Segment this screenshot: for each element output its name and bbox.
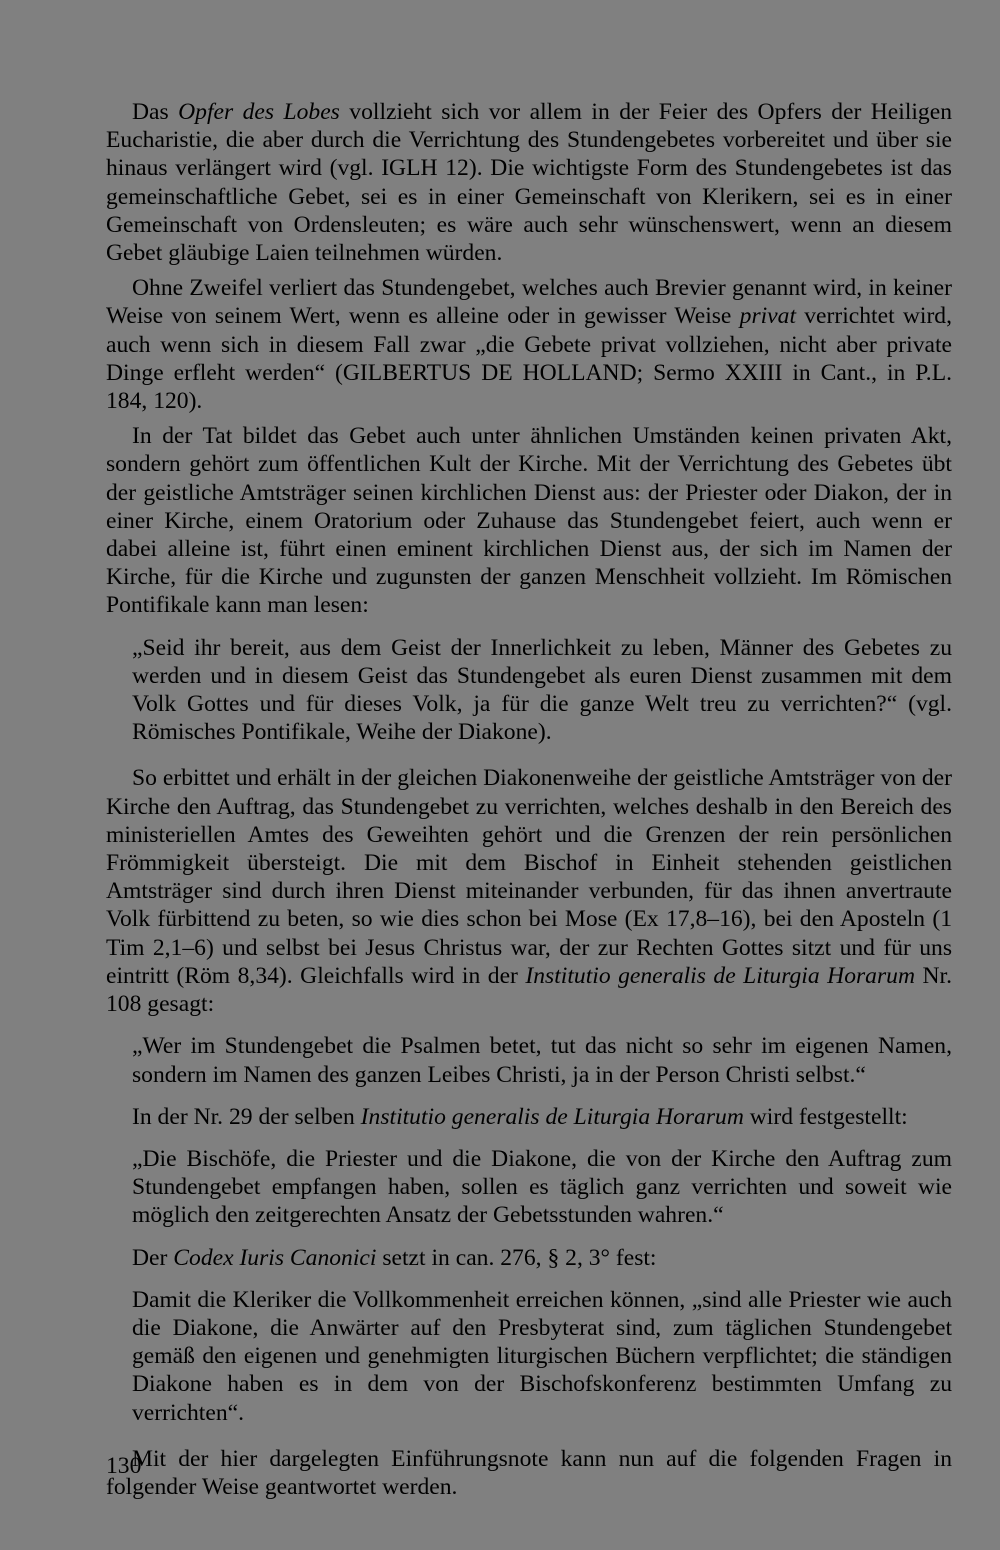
paragraph: In der Nr. 29 der selben Institutio generalis de Liturgia Horarum wird festgestellt: [132, 1103, 908, 1130]
paragraph: Mit der hier dargelegten Einführungsnote kann nun auf die folgenden Fragen in folgender Weise geantwortet werden. [106, 1445, 952, 1500]
block-quote: Damit die Kleriker die Vollkommenheit erreichen können, „sind alle Priester wie auch die Diakone, die Anwärter auf den Presbyterat sind, zum täglichen Stundengebet gemäß den eigenen und genehmigten liturgischen Büchern verpflichtet; die ständigen Diakone haben es in dem von der Bischofskonferenz bestimmten Umfang zu verrichten“. [132, 1286, 952, 1426]
paragraph: Der Codex Iuris Canonici setzt in can. 276, § 2, 3° fest: [132, 1244, 657, 1271]
page-number: 130 [106, 1453, 142, 1479]
paragraph: Das Opfer des Lobes vollzieht sich vor allem in der Feier des Opfers der Heiligen Eucharistie, die aber durch die Verrichtung des Stundengebetes vorbereitet und über sie hinaus verlängert wird (vgl. IGLH 12). Die wichtigste Form des Stundengebetes ist das gemeinschaftliche Gebet, sei es in einer Gemeinschaft von Klerikern, sei es in einer Gemeinschaft von Ordensleuten; es wäre auch sehr wünschenswert, wenn an diesem Gebet gläubige Laien teilnehmen würden. [106, 99, 952, 267]
block-quote: „Seid ihr bereit, aus dem Geist der Innerlichkeit zu leben, Männer des Gebetes zu werden und in diesem Geist das Stundengebet als euren Dienst zusammen mit dem Volk Gottes und für dieses Volk, ja für die ganze Welt treu zu verrichten?“ (vgl. Römisches Pontifikale, Weihe der Diakone). [132, 634, 952, 746]
page-body [106, 98, 952, 1501]
block-quote: „Wer im Stundengebet die Psalmen betet, tut das nicht so sehr im eigenen Namen, sondern im Namen des ganzen Leibes Christi, ja in der Person Christi selbst.“ [132, 1033, 952, 1088]
paragraph: Ohne Zweifel verliert das Stundengebet, welches auch Brevier genannt wird, in keiner Weise von seinem Wert, wenn es alleine oder in gewisser Weise privat verrichtet wird, auch wenn sich in diesem Fall zwar „die Gebete privat vollziehen, nicht aber private Dinge erfleht werden“ (GILBERTUS DE HOLLAND; Sermo XXIII in Cant., in P.L. 184, 120). [106, 275, 952, 415]
paragraph: So erbittet und erhält in der gleichen Diakonenweihe der geistliche Amtsträger von der Kirche den Auftrag, das Stundengebet zu verrichten, welches deshalb in den Bereich des ministeriellen Amtes des Geweihten gehört und die Grenzen der rein persönlichen Frömmigkeit übersteigt. Die mit dem Bischof in Einheit stehenden geistlichen Amtsträger sind durch ihren Dienst miteinander verbunden, für das ihnen anvertraute Volk fürbittend zu beten, so wie dies schon bei Mose (Ex 17,8–16), bei den Aposteln (1 Tim 2,1–6) und selbst bei Jesus Christus war, der zur Rechten Gottes sitzt und für uns eintritt (Röm 8,34). Gleichfalls wird in der Institutio generalis de Liturgia Horarum Nr. 108 gesagt: [106, 765, 952, 1018]
paragraph: In der Tat bildet das Gebet auch unter ähnlichen Umständen keinen privaten Akt, sondern gehört zum öffentlichen Kult der Kirche. Mit der Verrichtung des Gebetes übt der geistliche Amtsträger seinen kirchlichen Dienst aus: der Priester oder Diakon, der in einer Kirche, einem Oratorium oder Zuhause das Stundengebet feiert, auch wenn er dabei alleine ist, führt einen eminent kirchlichen Dienst aus, der sich im Namen der Kirche, für die Kirche und zugunsten der ganzen Menschheit vollzieht. Im Römischen Pontifikale kann man lesen: [106, 423, 952, 619]
block-quote: „Die Bischöfe, die Priester und die Diakone, die von der Kirche den Auftrag zum Stundengebet empfangen haben, sollen es täglich ganz verrichten und soweit wie möglich den zeitgerechten Ansatz der Gebetsstunden wahren.“ [132, 1145, 952, 1229]
